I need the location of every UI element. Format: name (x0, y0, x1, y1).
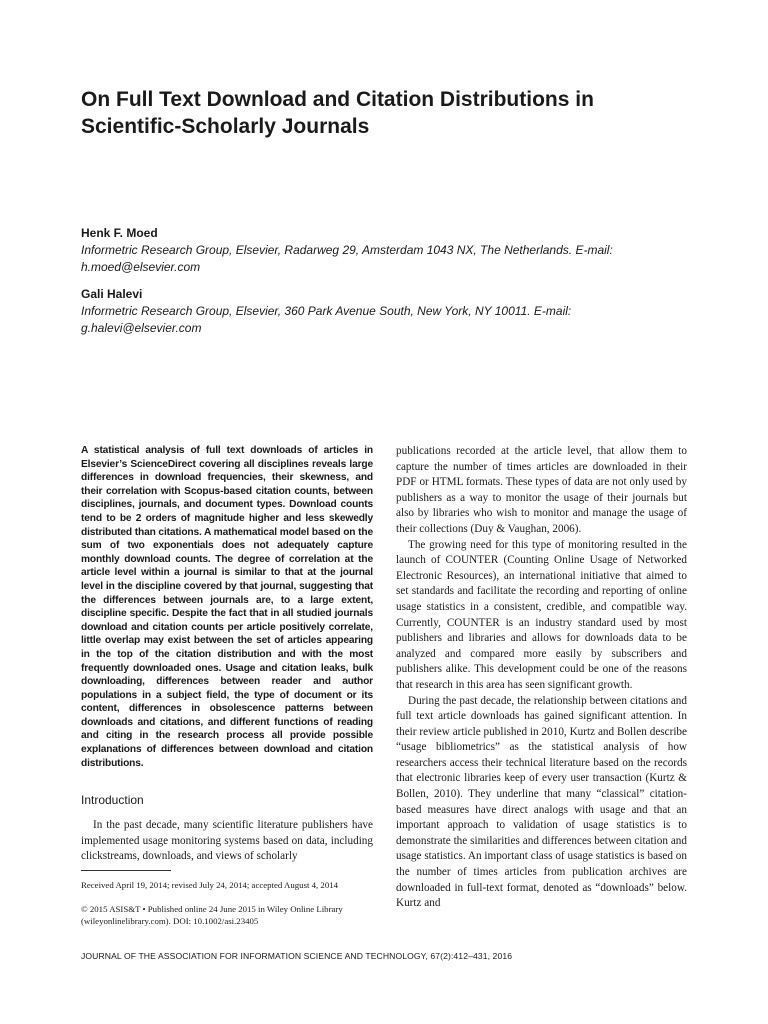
author-block-1 (81, 225, 681, 275)
copyright-notice: © 2015 ASIS&T • Published online 24 June 2015 in Wiley Online Library (wileyonlinelibrary.com). DOI: 10.1002/asi.23405 (81, 904, 343, 926)
author-email: h.moed@elsevier.com (81, 260, 201, 274)
author-email: g.halevi@elsevier.com (81, 321, 202, 335)
received-dates: Received April 19, 2014; revised July 24, 2014; accepted August 4, 2014 (81, 880, 339, 890)
footnote-divider (81, 870, 171, 871)
author-block-2 (81, 286, 681, 336)
left-column (81, 444, 373, 865)
section-heading-introduction: Introduction (81, 793, 144, 808)
author-name: Gali Halevi (81, 287, 143, 301)
paper-title: On Full Text Download and Citation Distributions in Scientific-Scholarly Journals (81, 88, 594, 138)
introduction-paragraph: In the past decade, many scientific literature publishers have implemented usage monitoring systems based on data, including clickstreams, downloads, and views of scholarly (81, 819, 373, 863)
body-paragraph: During the past decade, the relationship between citations and full text article downloads has gained significant attention. In their review article published in 2010, Kurtz and Bollen describe “usage bibliometrics” as the statistical analysis of how researchers access their technical literature based on the records that electronic libraries keep of every user transaction (Kurtz & Bollen, 2010). They underline that many “classical” citation-based measures have direct analogs with usage and that an important approach to validation of usage statistics is to demonstrate the similarities and differences between citation and usage statistics. An important class of usage statistics is based on the number of times articles from publication archives are downloaded in full-text format, denoted as “downloads” below. Kurtz and (396, 694, 687, 910)
journal-footer: JOURNAL OF THE ASSOCIATION FOR INFORMATION SCIENCE AND TECHNOLOGY, 67(2):412–431, 2016 (81, 951, 513, 961)
body-paragraph: The growing need for this type of monitoring resulted in the launch of COUNTER (Counting Online Usage of Networked Electronic Resources), an international initiative that aimed to set standards and facilitate the recording and reporting of online usage statistics in a consistent, credible, and compatible way. Currently, COUNTER is an industry standard used by most publishers and libraries and allows for downloads data to be analyzed and compared more easily by subscribers and publishers alike. This development could be one of the reasons that research in this area has seen significant growth. (396, 538, 687, 691)
body-paragraph: publications recorded at the article level, that allow them to capture the number of times articles are downloaded in their PDF or HTML formats. These types of data are not only used by publishers as a way to monitor the usage of their journals but also by libraries who wish to monitor and manage the usage of their collections (Duy & Vaughan, 2006). (396, 445, 687, 535)
author-affiliation: Informetric Research Group, Elsevier, Radarweg 29, Amsterdam 1043 NX, The Netherlands. E-mail: (81, 243, 613, 257)
abstract: A statistical analysis of full text downloads of articles in Elsevier’s ScienceDirect covering all disciplines reveals large differences in download frequencies, their skewness, and their correlation with Scopus-based citation counts, between disciplines, journals, and document types. Download counts tend to be 2 orders of magnitude higher and less skewedly distributed than citations. A mathematical model based on the sum of two exponentials does not adequately capture monthly download counts. The degree of correlation at the article level within a journal is similar to that at the journal level in the discipline covered by that journal, suggesting that the differences between journals are, to a large extent, discipline specific. Despite the fact that in all studied journals download and citation counts per article positively correlate, little overlap may exist between the set of articles appearing in the top of the citation distribution and with the most frequently downloaded ones. Usage and citation leaks, bulk downloading, differences between reader and author populations in a subject field, the type of document or its content, differences in obsolescence patterns between downloads and citations, and different functions of reading and citing in the research process all provide possible explanations of differences between download and citation distributions. (81, 445, 373, 769)
right-column (396, 444, 687, 912)
author-name: Henk F. Moed (81, 226, 158, 240)
author-affiliation: Informetric Research Group, Elsevier, 360 Park Avenue South, New York, NY 10011. E-mail: (81, 304, 572, 318)
